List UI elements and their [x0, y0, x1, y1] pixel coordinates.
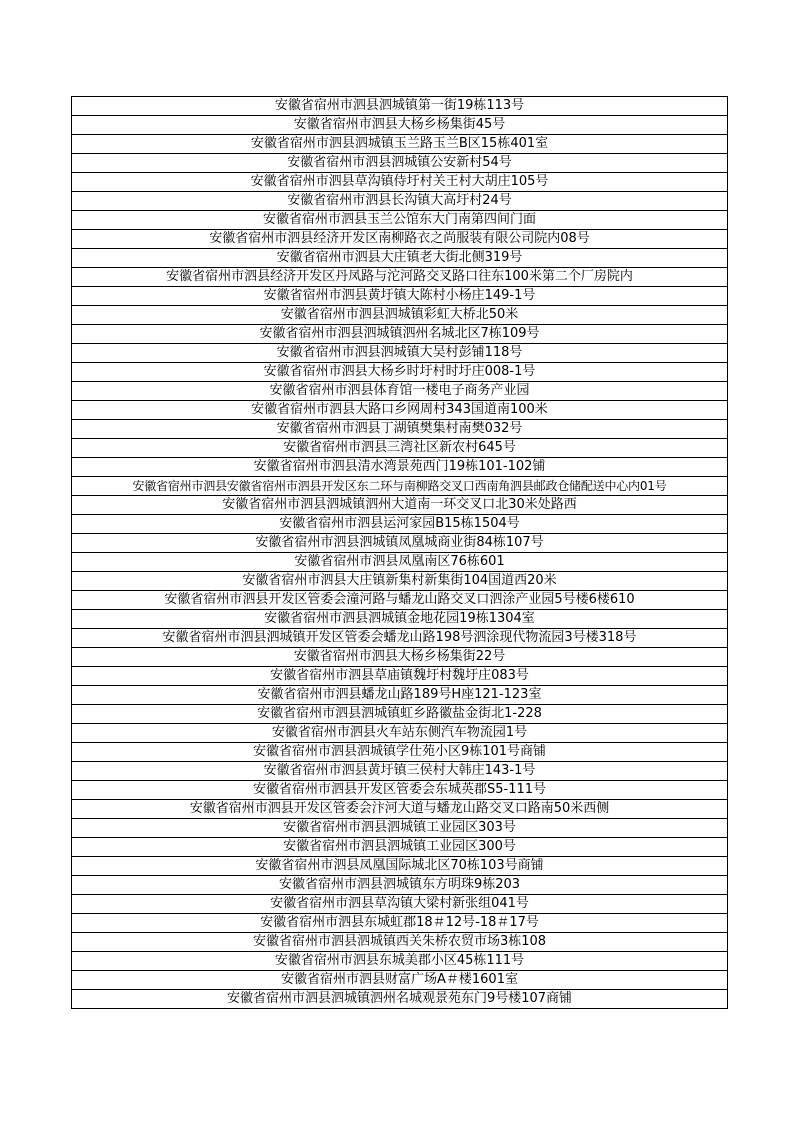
- address-cell: 安徽省宿州市泗县开发区管委会东城英郡S5-111号: [72, 781, 728, 800]
- address-cell: 安徽省宿州市泗县大路口乡网周村343国道南100米: [72, 401, 728, 420]
- table-row: [72, 895, 728, 914]
- address-cell: 安徽省宿州市泗县体育馆一楼电子商务产业园: [72, 382, 728, 401]
- table-row: [72, 914, 728, 933]
- address-cell: 安徽省宿州市泗县泗城镇东方明珠9栋203: [72, 876, 728, 895]
- address-cell: 安徽省宿州市泗县草沟镇侍圩村关王村大胡庄105号: [72, 173, 728, 192]
- address-cell: 安徽省宿州市泗县清水湾景苑西门19栋101-102铺: [72, 458, 728, 477]
- table-row: [72, 363, 728, 382]
- table-row: [72, 800, 728, 819]
- table-row: [72, 724, 728, 743]
- address-cell: 安徽省宿州市泗县泗城镇泗州名城北区7栋109号: [72, 325, 728, 344]
- address-cell: 安徽省宿州市泗县财富广场A＃楼1601室: [72, 971, 728, 990]
- address-cell: 安徽省宿州市泗县泗城镇开发区管委会蟠龙山路198号泗涂现代物流园3号楼318号: [72, 629, 728, 648]
- address-cell: 安徽省宿州市泗县黄圩镇大陈村小杨庄149-1号: [72, 287, 728, 306]
- address-cell: 安徽省宿州市泗县泗城镇虹乡路徽盐金街北1-228: [72, 705, 728, 724]
- table-row: [72, 686, 728, 705]
- table-row: [72, 135, 728, 154]
- address-cell: 安徽省宿州市泗县大杨乡时圩村时圩庄008-1号: [72, 363, 728, 382]
- table-row: [72, 857, 728, 876]
- table-row: [72, 325, 728, 344]
- table-row: [72, 439, 728, 458]
- address-cell: 安徽省宿州市泗县三湾社区新农村645号: [72, 439, 728, 458]
- table-row: [72, 211, 728, 230]
- address-cell: 安徽省宿州市泗县玉兰公馆东大门南第四间门面: [72, 211, 728, 230]
- address-cell: 安徽省宿州市泗县泗城镇凤凰城商业街84栋107号: [72, 534, 728, 553]
- table-row: [72, 591, 728, 610]
- address-table-body: [72, 97, 728, 1009]
- table-row: [72, 819, 728, 838]
- address-cell: 安徽省宿州市泗县开发区管委会汴河大道与蟠龙山路交叉口路南50米西侧: [72, 800, 728, 819]
- address-cell: 安徽省宿州市泗县经济开发区丹凤路与沱河路交叉路口往东100米第二个厂房院内: [72, 268, 728, 287]
- table-row: [72, 876, 728, 895]
- table-row: [72, 496, 728, 515]
- address-cell: 安徽省宿州市泗县东城美郡小区45栋111号: [72, 952, 728, 971]
- table-row: [72, 705, 728, 724]
- address-cell: 安徽省宿州市泗县泗城镇学仕苑小区9栋101号商铺: [72, 743, 728, 762]
- address-cell: 安徽省宿州市泗县凤凰南区76栋601: [72, 553, 728, 572]
- table-row: [72, 781, 728, 800]
- address-cell: 安徽省宿州市泗县泗城镇第一街19栋113号: [72, 97, 728, 116]
- table-row: [72, 306, 728, 325]
- address-cell: 安徽省宿州市泗县大庄镇新集村新集街104国道西20米: [72, 572, 728, 591]
- address-cell: 安徽省宿州市泗县大庄镇老大街北侧319号: [72, 249, 728, 268]
- address-cell: 安徽省宿州市泗县大杨乡杨集街22号: [72, 648, 728, 667]
- table-row: [72, 116, 728, 135]
- table-row: [72, 971, 728, 990]
- table-row: [72, 249, 728, 268]
- table-row: [72, 97, 728, 116]
- table-row: [72, 553, 728, 572]
- table-row: [72, 534, 728, 553]
- table-row: [72, 667, 728, 686]
- table-row: [72, 344, 728, 363]
- table-row: [72, 230, 728, 249]
- table-row: [72, 952, 728, 971]
- table-row: [72, 154, 728, 173]
- table-row: [72, 629, 728, 648]
- address-cell: 安徽省宿州市泗县大杨乡杨集街45号: [72, 116, 728, 135]
- address-cell: 安徽省宿州市泗县运河家园B15栋1504号: [72, 515, 728, 534]
- address-cell: 安徽省宿州市泗县泗城镇泗州大道南一环交叉口北30米处路西: [72, 496, 728, 515]
- table-row: [72, 458, 728, 477]
- table-row: [72, 933, 728, 952]
- address-cell: 安徽省宿州市泗县泗城镇彩虹大桥北50米: [72, 306, 728, 325]
- address-cell: 安徽省宿州市泗县丁湖镇樊集村南樊032号: [72, 420, 728, 439]
- address-cell: 安徽省宿州市泗县东城虹郡18＃12号-18＃17号: [72, 914, 728, 933]
- table-row: [72, 648, 728, 667]
- address-cell: 安徽省宿州市泗县泗城镇泗州名城观景苑东门9号楼107商铺: [72, 990, 728, 1009]
- address-cell: 安徽省宿州市泗县火车站东侧汽车物流园1号: [72, 724, 728, 743]
- address-cell: 安徽省宿州市泗县泗城镇玉兰路玉兰B区15栋401室: [72, 135, 728, 154]
- table-row: [72, 990, 728, 1009]
- address-cell: 安徽省宿州市泗县泗城镇大吴村彭铺118号: [72, 344, 728, 363]
- table-row: [72, 515, 728, 534]
- address-cell: 安徽省宿州市泗县泗城镇工业园区303号: [72, 819, 728, 838]
- address-cell: 安徽省宿州市泗县经济开发区南柳路衣之尚服装有限公司院内08号: [72, 230, 728, 249]
- table-row: [72, 572, 728, 591]
- address-table: [71, 96, 728, 1009]
- table-row: [72, 192, 728, 211]
- address-cell: 安徽省宿州市泗县草沟镇大梁村新张组041号: [72, 895, 728, 914]
- address-cell: 安徽省宿州市泗县泗城镇西关朱桥农贸市场3栋108: [72, 933, 728, 952]
- address-cell: 安徽省宿州市泗县蟠龙山路189号H座121-123室: [72, 686, 728, 705]
- address-cell: 安徽省宿州市泗县泗城镇金地花园19栋1304室: [72, 610, 728, 629]
- table-row: [72, 610, 728, 629]
- table-row: [72, 762, 728, 781]
- address-cell: 安徽省宿州市泗县凤凰国际城北区70栋103号商铺: [72, 857, 728, 876]
- table-row: [72, 287, 728, 306]
- table-row: [72, 477, 728, 496]
- address-cell: 安徽省宿州市泗县泗城镇公安新村54号: [72, 154, 728, 173]
- address-cell: 安徽省宿州市泗县黄圩镇三侯村大韩庄143-1号: [72, 762, 728, 781]
- address-cell: 安徽省宿州市泗县安徽省宿州市泗县开发区东二环与南柳路交叉口西南角泗县邮政仓储配送中心内01号: [72, 477, 728, 496]
- table-row: [72, 382, 728, 401]
- table-row: [72, 420, 728, 439]
- table-row: [72, 743, 728, 762]
- address-cell: 安徽省宿州市泗县泗城镇工业园区300号: [72, 838, 728, 857]
- address-cell: 安徽省宿州市泗县长沟镇大高圩村24号: [72, 192, 728, 211]
- table-row: [72, 268, 728, 287]
- address-cell: 安徽省宿州市泗县草庙镇魏圩村魏圩庄083号: [72, 667, 728, 686]
- table-row: [72, 838, 728, 857]
- table-row: [72, 173, 728, 192]
- address-cell: 安徽省宿州市泗县开发区管委会潼河路与蟠龙山路交叉口泗涂产业园5号楼6楼610: [72, 591, 728, 610]
- table-row: [72, 401, 728, 420]
